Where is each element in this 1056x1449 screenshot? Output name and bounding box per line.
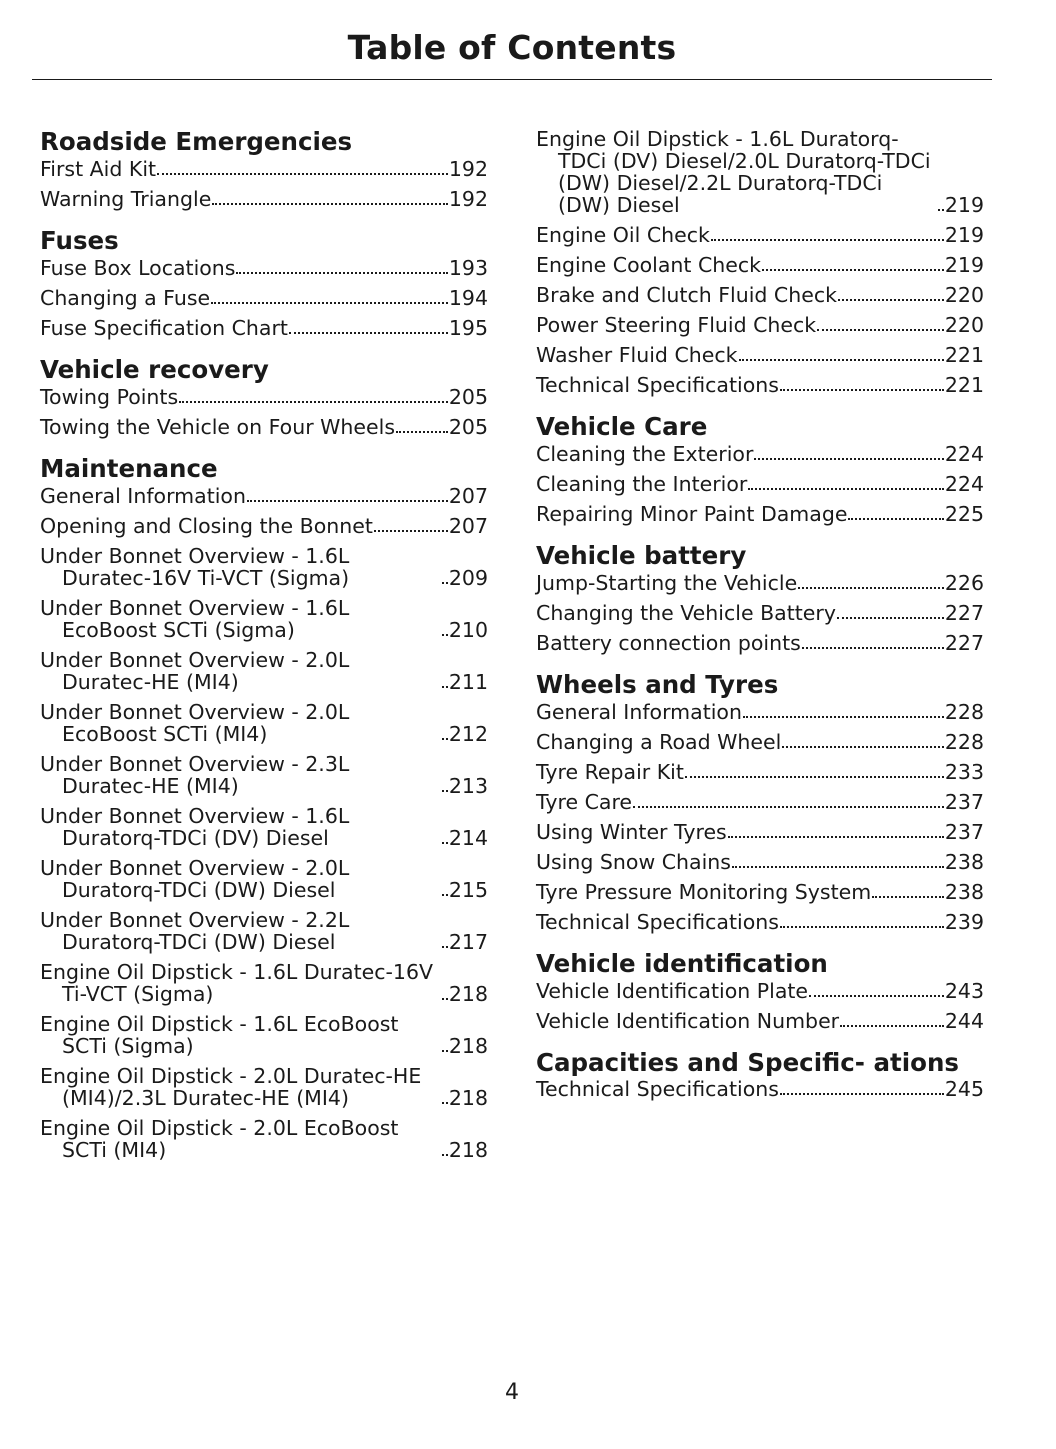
toc-entry-title: Under Bonnet Overview - 1.6L EcoBoost SCTi (Sigma) xyxy=(40,596,350,642)
toc-entry[interactable] xyxy=(536,701,984,723)
toc-entry-page: 219 xyxy=(944,193,984,217)
toc-entry-page: 192 xyxy=(448,157,488,181)
toc-entry-title: Power Steering Fluid Check xyxy=(536,313,817,337)
toc-entry-title: Under Bonnet Overview - 2.0L Duratec-HE (MI4) xyxy=(40,648,350,694)
toc-entry-page: 215 xyxy=(448,878,488,902)
toc-entry-title: Changing a Road Wheel xyxy=(536,730,782,754)
toc-entry-title: Engine Oil Dipstick - 1.6L Duratorq-TDCi (DV) Diesel/2.0L Duratorq-TDCi (DW) Diesel/2.2L Duratorq-TDCi (DW) Diesel xyxy=(536,127,931,217)
toc-entry-title: Repairing Minor Paint Damage xyxy=(536,502,848,526)
dot-leader xyxy=(802,647,944,649)
toc-entry-page: 238 xyxy=(944,880,984,904)
toc-entry-page: 209 xyxy=(448,566,488,590)
dot-leader xyxy=(782,746,944,748)
toc-entry-title: Opening and Closing the Bonnet xyxy=(40,514,373,538)
toc-entry[interactable] xyxy=(536,851,984,873)
toc-entry[interactable] xyxy=(536,731,984,753)
toc-entry-title: Tyre Repair Kit xyxy=(536,760,684,784)
dot-leader xyxy=(837,617,944,619)
toc-entry-title: Brake and Clutch Fluid Check xyxy=(536,283,837,307)
toc-entry[interactable] xyxy=(536,443,984,465)
toc-entry-page: 213 xyxy=(448,774,488,798)
dot-leader xyxy=(798,587,944,589)
dot-leader xyxy=(743,716,944,718)
dot-leader xyxy=(442,1154,448,1156)
toc-entry[interactable] xyxy=(536,284,984,306)
dot-leader xyxy=(442,738,448,740)
dot-leader xyxy=(179,401,448,403)
toc-section xyxy=(536,950,984,1032)
toc-entry[interactable] xyxy=(536,791,984,813)
toc-entry-page: 221 xyxy=(944,343,984,367)
dot-leader xyxy=(762,269,944,271)
toc-entry-title: Engine Oil Dipstick - 1.6L EcoBoost SCTi (Sigma) xyxy=(40,1012,399,1058)
dot-leader xyxy=(442,842,448,844)
dot-leader xyxy=(442,894,448,896)
toc-entry-page: 210 xyxy=(448,618,488,642)
dot-leader xyxy=(442,686,448,688)
toc-entry-title: Warning Triangle xyxy=(40,187,212,211)
dot-leader xyxy=(442,998,448,1000)
toc-entry[interactable] xyxy=(536,344,984,366)
toc-entry-page: 205 xyxy=(448,385,488,409)
toc-entry-page: 237 xyxy=(944,790,984,814)
toc-entry[interactable] xyxy=(40,649,488,693)
toc-entry[interactable] xyxy=(536,503,984,525)
toc-entry[interactable] xyxy=(40,416,488,438)
section-heading: Wheels and Tyres xyxy=(536,670,779,699)
toc-entry-title: Battery connection points xyxy=(536,631,801,655)
toc-entry-page: 212 xyxy=(448,722,488,746)
dot-leader xyxy=(838,299,944,301)
dot-leader xyxy=(374,530,448,532)
dot-leader xyxy=(442,634,448,636)
toc-entry-title: Fuse Specification Chart xyxy=(40,316,288,340)
toc-entry[interactable] xyxy=(40,545,488,589)
toc-entry-page: 217 xyxy=(448,930,488,954)
toc-section xyxy=(40,128,488,210)
title-divider xyxy=(32,79,992,80)
toc-entry-page: 219 xyxy=(944,253,984,277)
toc-entry[interactable] xyxy=(536,572,984,594)
toc-entry-title: Under Bonnet Overview - 1.6L Duratorq-TDCi (DV) Diesel xyxy=(40,804,350,850)
toc-entry[interactable] xyxy=(40,753,488,797)
toc-entry[interactable] xyxy=(536,128,984,216)
toc-entry-title: Using Snow Chains xyxy=(536,850,731,874)
toc-entry-page: 244 xyxy=(944,1009,984,1033)
toc-entry-title: Engine Oil Check xyxy=(536,223,710,247)
toc-entry[interactable] xyxy=(40,317,488,339)
toc-entry[interactable] xyxy=(40,287,488,309)
dot-leader xyxy=(809,995,944,997)
toc-entry[interactable] xyxy=(40,188,488,210)
toc-entry-page: 228 xyxy=(944,730,984,754)
toc-entry[interactable] xyxy=(536,1010,984,1032)
toc-entry[interactable] xyxy=(40,1013,488,1057)
toc-section xyxy=(536,542,984,654)
dot-leader xyxy=(442,1050,448,1052)
toc-entry-title: Changing the Vehicle Battery xyxy=(536,601,836,625)
section-heading: Roadside Emergencies xyxy=(40,127,353,156)
toc-entry-title: Engine Oil Dipstick - 2.0L EcoBoost SCTi (MI4) xyxy=(40,1116,399,1162)
section-heading: Capacities and Specific- ations xyxy=(536,1048,959,1077)
toc-entry-title: Tyre Care xyxy=(536,790,633,814)
toc-entry-page: 243 xyxy=(944,979,984,1003)
toc-column-right xyxy=(536,128,984,1117)
dot-leader xyxy=(685,776,944,778)
toc-entry[interactable] xyxy=(40,515,488,537)
toc-entry-page: 228 xyxy=(944,700,984,724)
section-heading: Vehicle identification xyxy=(536,949,828,978)
toc-entry-page: 224 xyxy=(944,472,984,496)
toc-entry[interactable] xyxy=(40,1117,488,1161)
dot-leader xyxy=(711,239,944,241)
toc-entry-page: 195 xyxy=(448,316,488,340)
toc-entry[interactable] xyxy=(536,602,984,624)
dot-leader xyxy=(817,329,944,331)
dot-leader xyxy=(840,1025,944,1027)
toc-entry-title: Using Winter Tyres xyxy=(536,820,727,844)
toc-entry[interactable] xyxy=(536,473,984,495)
toc-entry[interactable] xyxy=(536,881,984,903)
toc-entry-title: Under Bonnet Overview - 2.0L Duratorq-TDCi (DW) Diesel xyxy=(40,856,350,902)
dot-leader xyxy=(211,302,448,304)
toc-entry-page: 211 xyxy=(448,670,488,694)
toc-section xyxy=(536,413,984,525)
toc-entry-title: Technical Specifications xyxy=(536,373,779,397)
toc-entry[interactable] xyxy=(40,257,488,279)
toc-entry[interactable] xyxy=(536,761,984,783)
dot-leader xyxy=(396,431,448,433)
dot-leader xyxy=(247,500,448,502)
toc-entry[interactable] xyxy=(40,805,488,849)
toc-entry[interactable] xyxy=(40,909,488,953)
toc-entry[interactable] xyxy=(536,821,984,843)
dot-leader xyxy=(754,458,943,460)
dot-leader xyxy=(728,836,944,838)
toc-entry[interactable] xyxy=(40,386,488,408)
toc-entry-title: Vehicle Identification Plate xyxy=(536,979,809,1003)
dot-leader xyxy=(442,946,448,948)
dot-leader xyxy=(732,866,944,868)
toc-entry-title: General Information xyxy=(536,700,742,724)
toc-entry-page: 220 xyxy=(944,283,984,307)
dot-leader xyxy=(633,806,944,808)
section-heading: Fuses xyxy=(40,226,119,255)
toc-entry-title: First Aid Kit xyxy=(40,157,157,181)
toc-entry[interactable] xyxy=(536,374,984,396)
dot-leader xyxy=(212,203,448,205)
toc-entry-title: Tyre Pressure Monitoring System xyxy=(536,880,872,904)
toc-section xyxy=(536,128,984,396)
toc-entry-page: 221 xyxy=(944,373,984,397)
toc-entry[interactable] xyxy=(536,1078,984,1100)
toc-entry-title: Under Bonnet Overview - 2.0L EcoBoost SCTi (MI4) xyxy=(40,700,350,746)
toc-entry-page: 214 xyxy=(448,826,488,850)
toc-entry-page: 218 xyxy=(448,1086,488,1110)
toc-entry-title: Towing Points xyxy=(40,385,179,409)
toc-entry-title: General Information xyxy=(40,484,246,508)
dot-leader xyxy=(780,1093,944,1095)
section-heading: Vehicle recovery xyxy=(40,355,269,384)
toc-entry[interactable] xyxy=(536,314,984,336)
toc-entry-page: 205 xyxy=(448,415,488,439)
toc-section xyxy=(536,1049,984,1100)
toc-entry-title: Cleaning the Interior xyxy=(536,472,748,496)
toc-entry-page: 224 xyxy=(944,442,984,466)
toc-column-left xyxy=(40,128,488,1178)
toc-entry-page: 218 xyxy=(448,1138,488,1162)
toc-entry-title: Vehicle Identification Number xyxy=(536,1009,840,1033)
toc-entry[interactable] xyxy=(40,857,488,901)
toc-entry-title: Under Bonnet Overview - 1.6L Duratec-16V Ti-VCT (Sigma) xyxy=(40,544,350,590)
page-title: Table of Contents xyxy=(347,28,677,67)
toc-entry-title: Towing the Vehicle on Four Wheels xyxy=(40,415,396,439)
dot-leader xyxy=(748,488,944,490)
toc-entry-page: 207 xyxy=(448,514,488,538)
toc-section xyxy=(40,227,488,339)
toc-entry-title: Engine Oil Dipstick - 2.0L Duratec-HE (MI4)/2.3L Duratec-HE (MI4) xyxy=(40,1064,422,1110)
toc-entry-page: 218 xyxy=(448,982,488,1006)
toc-entry-page: 219 xyxy=(944,223,984,247)
toc-entry[interactable] xyxy=(40,701,488,745)
toc-entry[interactable] xyxy=(40,485,488,507)
dot-leader xyxy=(872,896,944,898)
dot-leader xyxy=(780,389,944,391)
toc-entry-page: 239 xyxy=(944,910,984,934)
toc-entry[interactable] xyxy=(536,980,984,1002)
toc-entry-title: Fuse Box Locations xyxy=(40,256,236,280)
toc-section xyxy=(536,671,984,933)
toc-entry[interactable] xyxy=(536,632,984,654)
toc-entry-title: Technical Specifications xyxy=(536,1077,779,1101)
toc-section xyxy=(40,455,488,1161)
toc-entry-page: 194 xyxy=(448,286,488,310)
dot-leader xyxy=(848,518,943,520)
toc-entry-title: Technical Specifications xyxy=(536,910,779,934)
toc-entry-title: Engine Oil Dipstick - 1.6L Duratec-16V Ti-VCT (Sigma) xyxy=(40,960,434,1006)
toc-entry[interactable] xyxy=(40,158,488,180)
dot-leader xyxy=(442,1102,448,1104)
toc-entry-page: 226 xyxy=(944,571,984,595)
toc-entry-page: 225 xyxy=(944,502,984,526)
toc-entry-page: 193 xyxy=(448,256,488,280)
dot-leader xyxy=(442,790,448,792)
toc-entry[interactable] xyxy=(40,961,488,1005)
toc-entry-page: 207 xyxy=(448,484,488,508)
dot-leader xyxy=(780,926,944,928)
toc-entry-title: Cleaning the Exterior xyxy=(536,442,754,466)
page-number: 4 xyxy=(505,1380,519,1405)
dot-leader xyxy=(157,173,448,175)
toc-entry[interactable] xyxy=(40,1065,488,1109)
section-heading: Maintenance xyxy=(40,454,218,483)
toc-entry-page: 233 xyxy=(944,760,984,784)
toc-entry-page: 192 xyxy=(448,187,488,211)
toc-entry-title: Engine Coolant Check xyxy=(536,253,762,277)
toc-entry[interactable] xyxy=(40,597,488,641)
toc-entry-title: Washer Fluid Check xyxy=(536,343,738,367)
toc-entry-page: 237 xyxy=(944,820,984,844)
dot-leader xyxy=(739,359,944,361)
dot-leader xyxy=(236,272,447,274)
toc-entry-page: 220 xyxy=(944,313,984,337)
section-heading: Vehicle battery xyxy=(536,541,747,570)
dot-leader xyxy=(289,332,448,334)
toc-entry[interactable] xyxy=(536,911,984,933)
section-heading: Vehicle Care xyxy=(536,412,708,441)
toc-entry-page: 218 xyxy=(448,1034,488,1058)
toc-entry-page: 245 xyxy=(944,1077,984,1101)
dot-leader xyxy=(938,209,944,211)
toc-entry[interactable] xyxy=(536,224,984,246)
toc-entry-page: 227 xyxy=(944,631,984,655)
toc-entry-title: Changing a Fuse xyxy=(40,286,211,310)
toc-entry-title: Jump-Starting the Vehicle xyxy=(536,571,798,595)
dot-leader xyxy=(442,582,448,584)
toc-entry[interactable] xyxy=(536,254,984,276)
toc-entry-page: 238 xyxy=(944,850,984,874)
toc-entry-page: 227 xyxy=(944,601,984,625)
toc-entry-title: Under Bonnet Overview - 2.3L Duratec-HE (MI4) xyxy=(40,752,350,798)
toc-entry-title: Under Bonnet Overview - 2.2L Duratorq-TDCi (DW) Diesel xyxy=(40,908,350,954)
toc-section xyxy=(40,356,488,438)
